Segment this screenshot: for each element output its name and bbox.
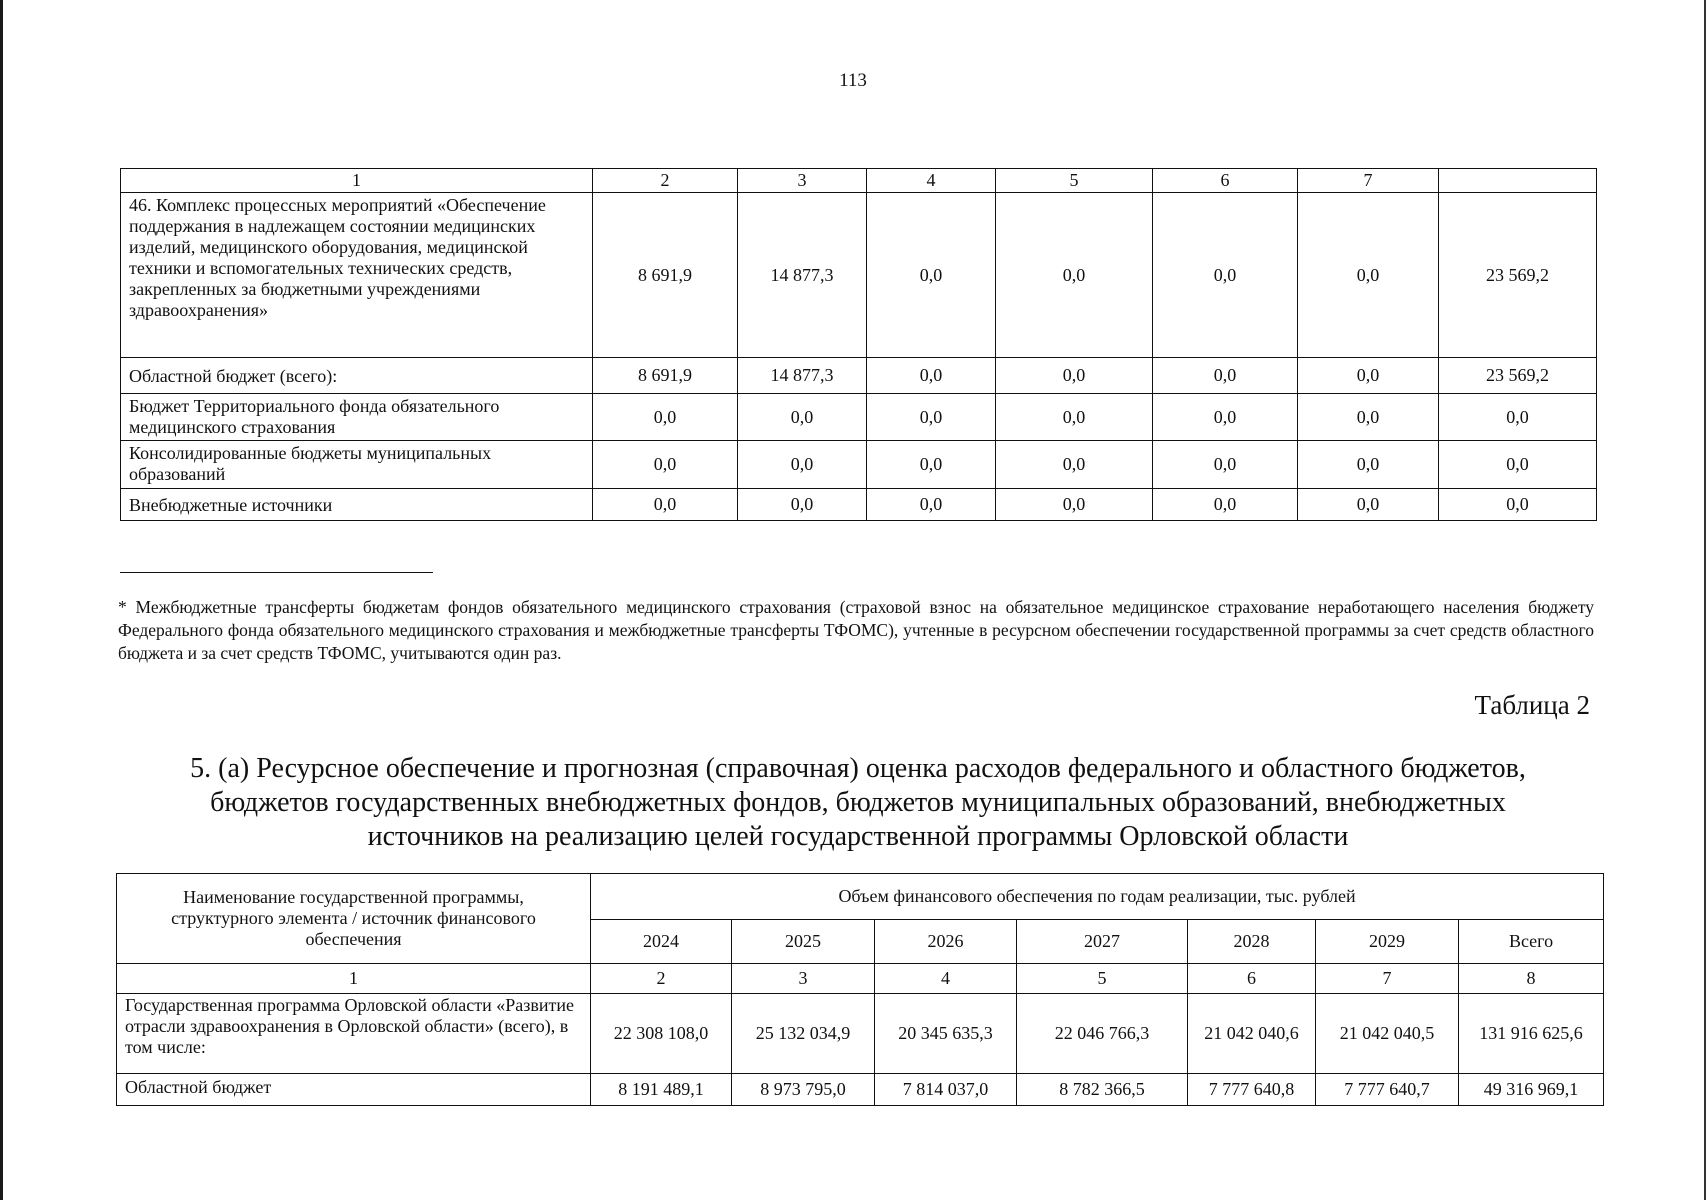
table1-header-cell: 7 (1298, 169, 1439, 193)
column-name-header: Наименование государственной программы, структурного элемента / источник финансового обеспечения (117, 874, 591, 964)
table-row (117, 994, 1604, 1074)
value-cell: 7 814 037,0 (875, 1074, 1017, 1106)
table-row (121, 193, 1597, 358)
value-cell: 0,0 (1153, 358, 1298, 394)
table-row (121, 489, 1597, 521)
value-cell: 8 691,9 (593, 193, 738, 358)
year-header: 2024 (591, 920, 732, 964)
value-cell: 0,0 (1298, 489, 1439, 521)
value-cell: 0,0 (996, 489, 1153, 521)
value-cell: 0,0 (593, 441, 738, 489)
value-cell: 0,0 (1153, 489, 1298, 521)
table-row (117, 1074, 1604, 1106)
value-cell: 20 345 635,3 (875, 994, 1017, 1074)
value-cell: 25 132 034,9 (732, 994, 875, 1074)
value-cell: 0,0 (1153, 193, 1298, 358)
value-cell: 8 782 366,5 (1017, 1074, 1188, 1106)
value-cell: 0,0 (738, 489, 867, 521)
index-cell: 1 (117, 964, 591, 994)
value-cell: 0,0 (1298, 358, 1439, 394)
table1-header-cell: 4 (867, 169, 996, 193)
row-name: 46. Комплекс процессных мероприятий «Обеспечение поддержания в надлежащем состоянии медицинских изделий, медицинского оборудования, медицинской техники и вспомогательных технических средств, закрепленных за бюджетными учреждениями здравоохранения» (121, 193, 593, 358)
value-cell: 14 877,3 (738, 358, 867, 394)
row-name: Консолидированные бюджеты муниципальных образований (121, 441, 593, 489)
year-header: 2026 (875, 920, 1017, 964)
value-cell: 0,0 (1439, 489, 1597, 521)
value-cell: 131 916 625,6 (1459, 994, 1604, 1074)
value-cell: 0,0 (996, 394, 1153, 441)
row-name: Внебюджетные источники (121, 489, 593, 521)
value-cell: 0,0 (1153, 394, 1298, 441)
footnote-divider (120, 572, 433, 573)
financing-table-continued (120, 168, 1597, 521)
value-cell: 0,0 (1298, 193, 1439, 358)
value-cell: 0,0 (996, 441, 1153, 489)
scan-edge-left (0, 0, 3, 1200)
value-cell: 0,0 (1298, 441, 1439, 489)
section-title-line: 5. (а) Ресурсное обеспечение и прогнозная (справочная) оценка расходов федерального и областного бюджетов, (190, 753, 1526, 784)
value-cell: 21 042 040,6 (1188, 994, 1316, 1074)
value-cell: 0,0 (1439, 394, 1597, 441)
table1-index-row (121, 169, 1597, 193)
row-name: Государственная программа Орловской области «Развитие отрасли здравоохранения в Орловской области» (всего), в том числе: (117, 994, 591, 1074)
index-cell: 2 (591, 964, 732, 994)
index-cell: 7 (1316, 964, 1459, 994)
index-cell: 5 (1017, 964, 1188, 994)
value-cell: 0,0 (738, 394, 867, 441)
table1-header-cell: 5 (996, 169, 1153, 193)
value-cell: 0,0 (1153, 441, 1298, 489)
value-cell: 8 691,9 (593, 358, 738, 394)
value-cell: 23 569,2 (1439, 358, 1597, 394)
table-row (121, 358, 1597, 394)
table1-header-cell: 3 (738, 169, 867, 193)
section-title (120, 752, 1596, 854)
table2-header-row (117, 874, 1604, 920)
table1-header-cell (1439, 169, 1597, 193)
value-cell: 7 777 640,7 (1316, 1074, 1459, 1106)
index-cell: 3 (732, 964, 875, 994)
value-cell: 8 973 795,0 (732, 1074, 875, 1106)
value-cell: 0,0 (867, 489, 996, 521)
index-cell: 8 (1459, 964, 1604, 994)
year-header: 2029 (1316, 920, 1459, 964)
value-cell: 22 046 766,3 (1017, 994, 1188, 1074)
year-header: 2025 (732, 920, 875, 964)
value-cell: 0,0 (996, 193, 1153, 358)
table-row (121, 441, 1597, 489)
value-cell: 14 877,3 (738, 193, 867, 358)
row-name: Областной бюджет (117, 1074, 591, 1106)
year-header: 2028 (1188, 920, 1316, 964)
row-name: Областной бюджет (всего): (121, 358, 593, 394)
value-cell: 22 308 108,0 (591, 994, 732, 1074)
table1-header-cell: 2 (593, 169, 738, 193)
table-label: Таблица 2 (1474, 690, 1590, 720)
index-cell: 4 (875, 964, 1017, 994)
value-cell: 0,0 (738, 441, 867, 489)
table2-index-row (117, 964, 1604, 994)
value-cell: 0,0 (593, 394, 738, 441)
resource-provision-table (116, 873, 1604, 1106)
value-cell: 0,0 (867, 441, 996, 489)
value-cell: 0,0 (867, 358, 996, 394)
value-cell: 0,0 (1298, 394, 1439, 441)
value-cell: 0,0 (593, 489, 738, 521)
value-cell: 0,0 (996, 358, 1153, 394)
table1-header-cell: 6 (1153, 169, 1298, 193)
page-number: 113 (839, 70, 867, 91)
value-cell: 23 569,2 (1439, 193, 1597, 358)
total-header: Всего (1459, 920, 1604, 964)
footnote: * Межбюджетные трансферты бюджетам фондов обязательного медицинского страхования (страховой взнос на обязательное медицинское страхование неработающего населения бюджету Федерального фонда обязательного медицинского страхования и межбюджетные трансферты ТФОМС), учтенные в ресурсном обеспечении государственной программы за счет средств областного бюджета и за счет средств ТФОМС, учитываются один раз. (118, 597, 1594, 663)
value-cell: 0,0 (1439, 441, 1597, 489)
value-cell: 0,0 (867, 394, 996, 441)
year-header: 2027 (1017, 920, 1188, 964)
value-cell: 0,0 (867, 193, 996, 358)
index-cell: 6 (1188, 964, 1316, 994)
section-title-line: бюджетов государственных внебюджетных фондов, бюджетов муниципальных образований, внебюджетных (210, 787, 1506, 818)
table-row (121, 394, 1597, 441)
value-cell: 21 042 040,5 (1316, 994, 1459, 1074)
value-cell: 7 777 640,8 (1188, 1074, 1316, 1106)
value-cell: 49 316 969,1 (1459, 1074, 1604, 1106)
table1-header-cell: 1 (121, 169, 593, 193)
value-cell: 8 191 489,1 (591, 1074, 732, 1106)
section-title-line: источников на реализацию целей государственной программы Орловской области (367, 821, 1349, 852)
row-name: Бюджет Территориального фонда обязательного медицинского страхования (121, 394, 593, 441)
group-header: Объем финансового обеспечения по годам реализации, тыс. рублей (591, 874, 1604, 920)
